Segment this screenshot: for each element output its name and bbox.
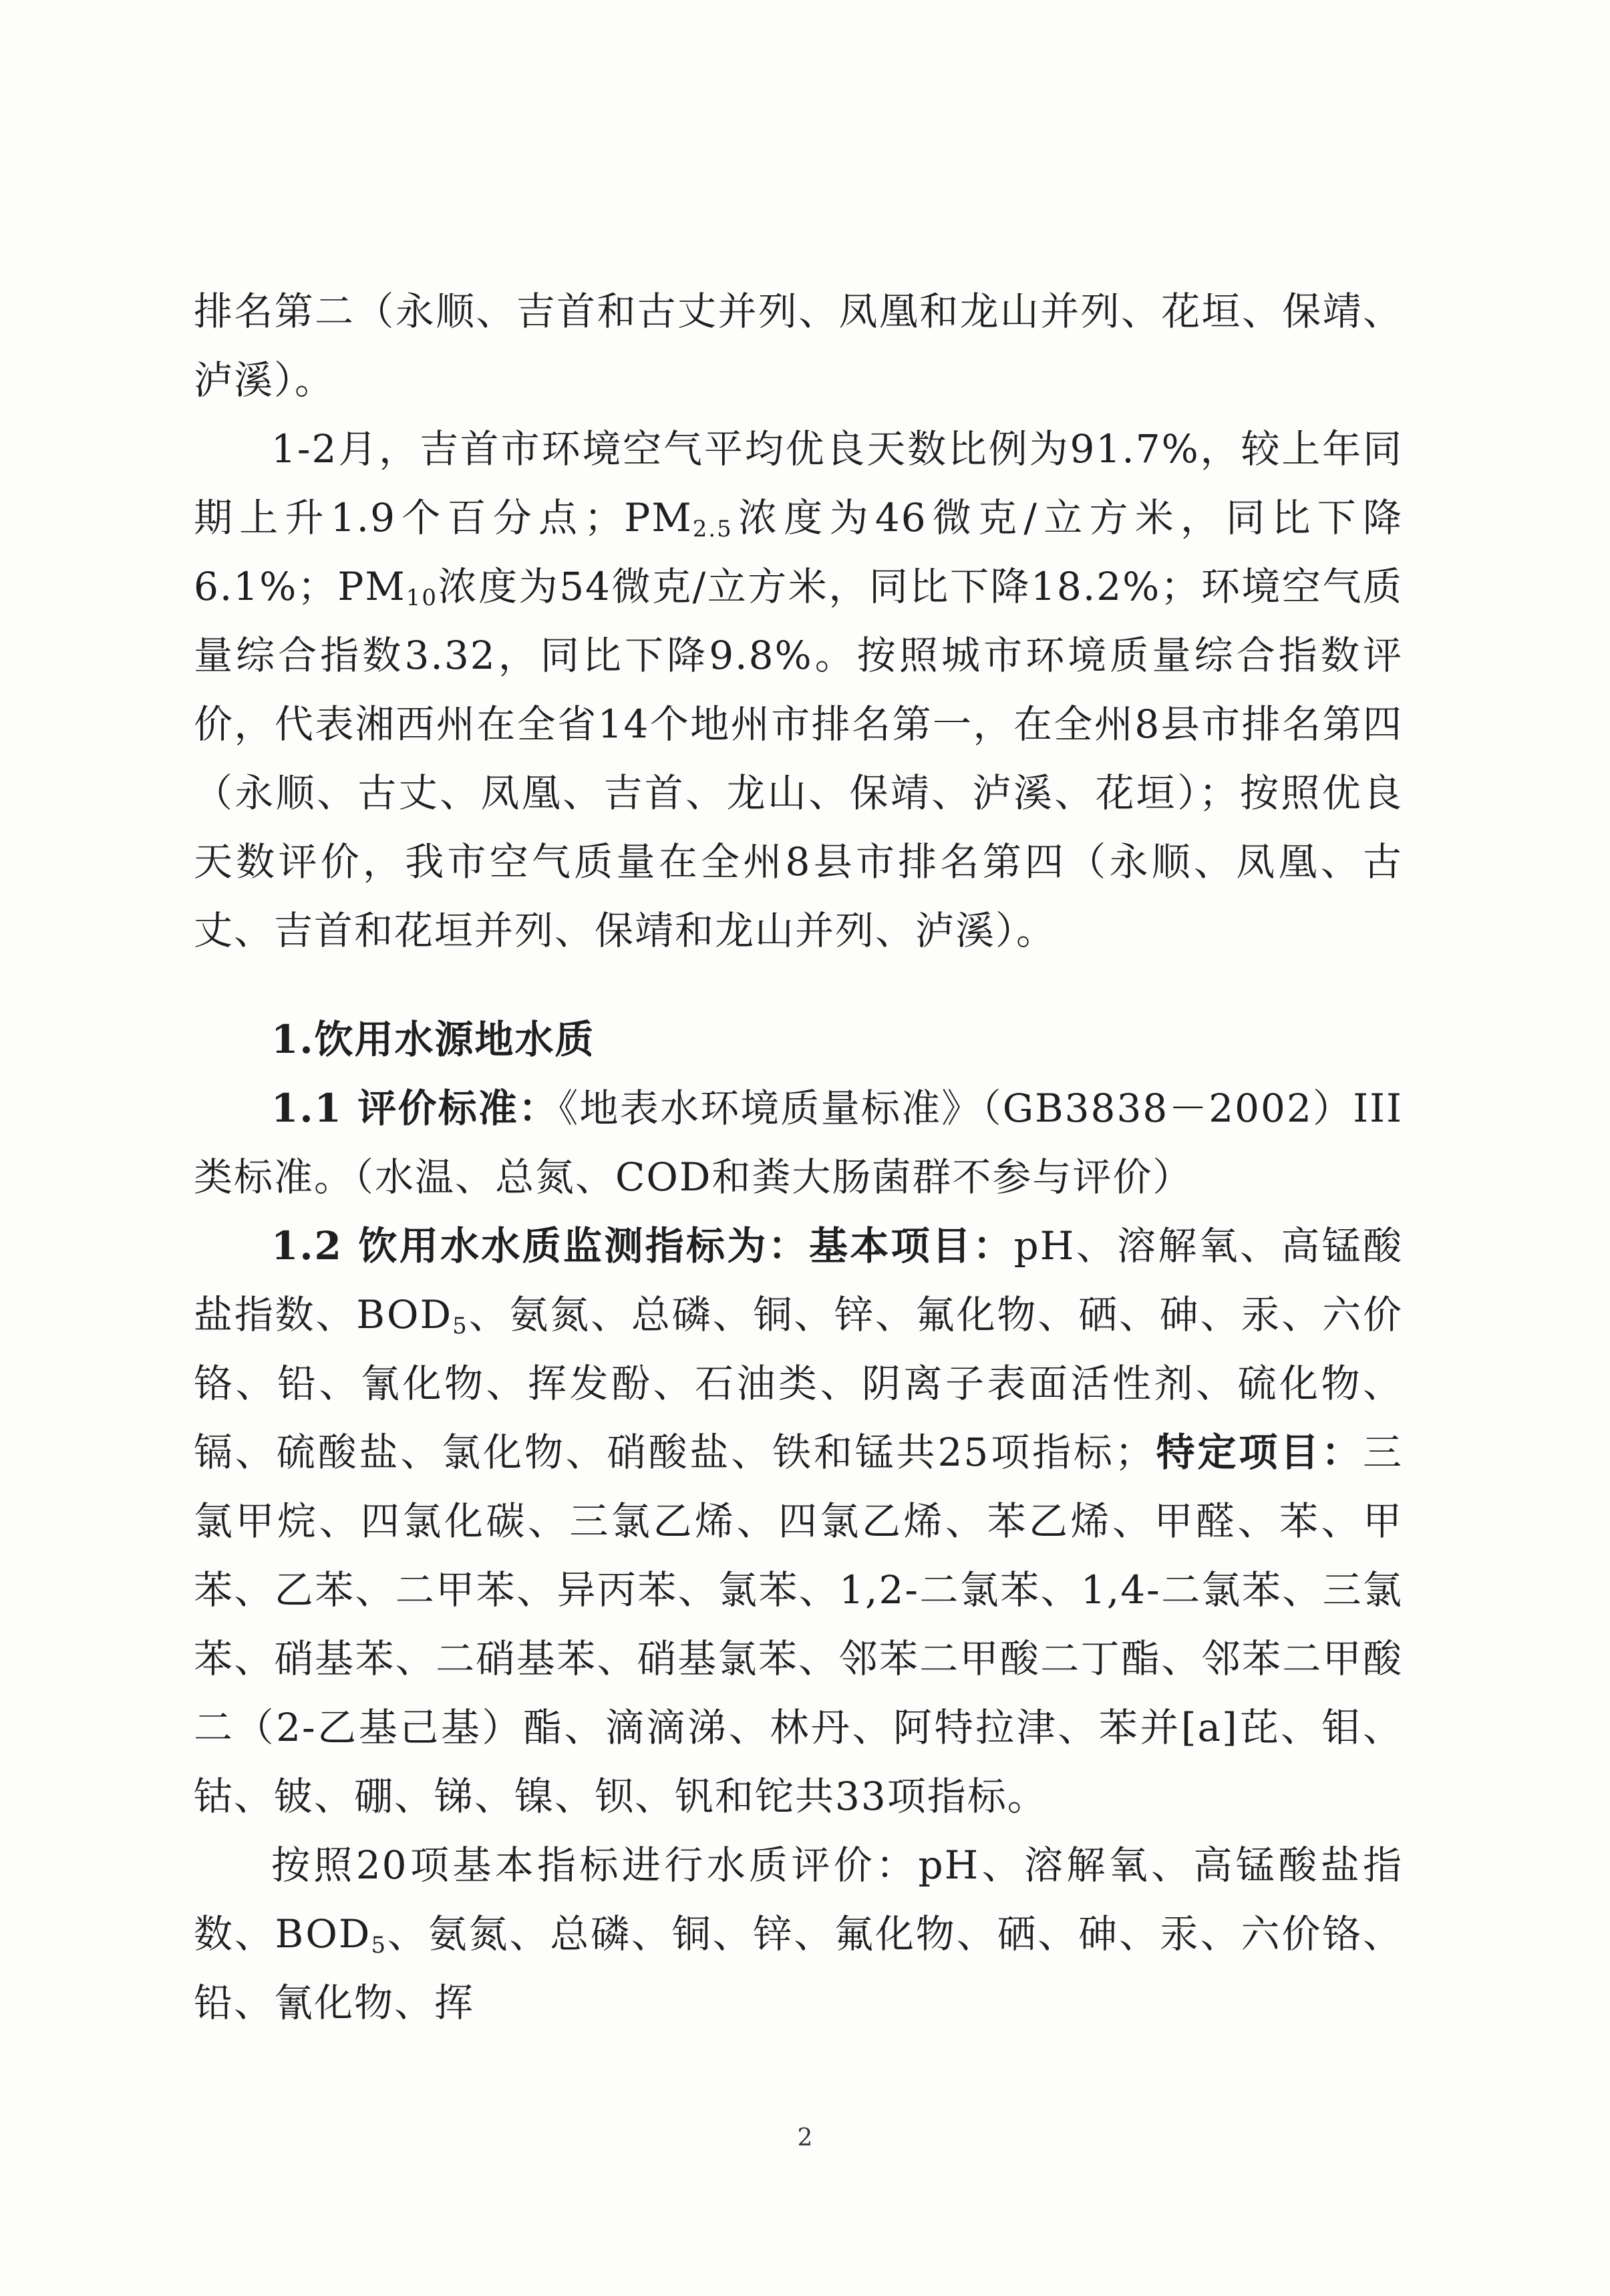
document-body: [194, 277, 1403, 2037]
section-gap: [194, 965, 1403, 1005]
bod5-subscript-2: 5: [371, 1932, 387, 1959]
paragraph-monitoring-indicators: 1.2 饮用水水质监测指标为：基本项目：pH、溶解氧、高锰酸盐指数、$BOD_5$、氨氮、总磷、铜、锌、氟化物、硒、砷、汞、六价铬、铅、氰化物、挥发酚、石油类、阴离子表面活性剂、硫化物、镉、硫酸盐、氯化物、硝酸盐、铁和锰共25项指标；特定项目：三氯甲烷、四氯化碳、三氯乙烯、四氯乙烯、苯乙烯、甲醛、苯、甲苯、乙苯、二甲苯、异丙苯、氯苯、1,2-二氯苯、1,4-二氯苯、三氯苯、硝基苯、二硝基苯、硝基氯苯、邻苯二甲酸二丁酯、邻苯二甲酸二（2-乙基己基）酯、滴滴涕、林丹、阿特拉津、苯并[a]芘、钼、钴、铍、硼、锑、镍、钡、钒和铊共33项指标。: [194, 1223, 1403, 1819]
paragraph-evaluation-standard: 1.1 评价标准：《地表水环境质量标准》（GB3838－2002）III类标准。（水温、总氮、COD和粪大肠菌群不参与评价）: [194, 1086, 1403, 1200]
paragraph-air-quality: 1-2月，吉首市环境空气平均优良天数比例为91.7%，较上年同期上升1.9个百分点；$PM_{2.5}$浓度为46微克/立方米，同比下降6.1%；$PM_{10}$浓度为54微克/立方米，同比下降18.2%；环境空气质量综合指数3.32，同比下降9.8%。按照城市环境质量综合指数评价，代表湘西州在全省14个地州市排名第一，在全州8县市排名第四（永顺、古丈、凤凰、吉首、龙山、保靖、泸溪、花垣）；按照优良天数评价，我市空气质量在全州8县市排名第四（永顺、凤凰、古丈、吉首和花垣并列、保靖和龙山并列、泸溪）。: [194, 426, 1403, 953]
pm10-subscript: 10: [406, 585, 438, 611]
paragraph-basic-indicator-evaluation: 按照20项基本指标进行水质评价：pH、溶解氧、高锰酸盐指数、$BOD_5$、氨氮、总磷、铜、锌、氟化物、硒、砷、汞、六价铬、铅、氰化物、挥: [194, 1842, 1403, 2025]
bod5-subscript: 5: [452, 1313, 468, 1339]
page-number: 2: [797, 2124, 813, 2152]
pm25-subscript: 2.5: [692, 516, 733, 542]
section-heading-drinking-water: 1.饮用水源地水质: [271, 1017, 595, 1062]
paragraph-ranking-continued: 排名第二（永顺、吉首和古丈并列、凤凰和龙山并列、花垣、保靖、泸溪）。: [194, 289, 1403, 403]
